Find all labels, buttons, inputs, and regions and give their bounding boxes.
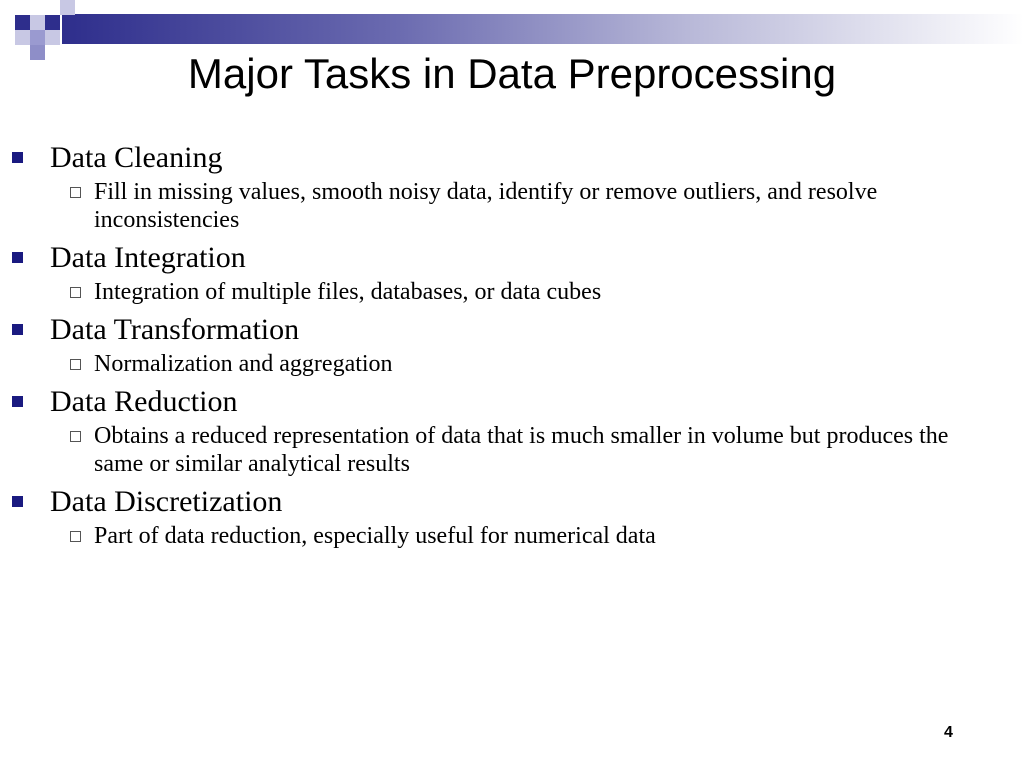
sub-item-text: Obtains a reduced representation of data that is much smaller in volume but produces the same or similar analytical results (94, 423, 949, 477)
item-label: Data Integration (50, 241, 246, 274)
deco-square (45, 30, 60, 45)
hollow-square-bullet-icon (70, 287, 81, 298)
deco-square (60, 0, 75, 15)
deco-square (15, 15, 30, 30)
square-bullet-icon (12, 252, 23, 263)
square-bullet-icon (12, 324, 23, 335)
square-bullet-icon (12, 496, 23, 507)
hollow-square-bullet-icon (70, 359, 81, 370)
list-item (12, 384, 1002, 478)
item-label: Data Discretization (50, 485, 283, 518)
deco-square (45, 15, 60, 30)
sub-item (50, 350, 1002, 378)
sub-item-text: Integration of multiple files, databases, or data cubes (94, 279, 602, 305)
sub-item-text: Fill in missing values, smooth noisy data, identify or remove outliers, and resolve inconsistencies (94, 179, 878, 233)
deco-square (30, 15, 45, 30)
list-item (12, 140, 1002, 234)
item-label: Data Cleaning (50, 141, 223, 174)
deco-square (15, 30, 30, 45)
sub-item (50, 522, 1002, 550)
page-number: 4 (944, 724, 953, 741)
list-item (12, 484, 1002, 550)
item-label: Data Transformation (50, 313, 300, 346)
deco-square (30, 30, 45, 45)
header-gradient-bar (62, 14, 1024, 44)
list-item (12, 240, 1002, 306)
list-item (12, 312, 1002, 378)
sub-item (50, 178, 1002, 234)
square-bullet-icon (12, 396, 23, 407)
square-bullet-icon (12, 152, 23, 163)
sub-item-text: Part of data reduction, especially useful for numerical data (94, 523, 656, 549)
hollow-square-bullet-icon (70, 431, 81, 442)
item-label: Data Reduction (50, 385, 238, 418)
bullet-list (12, 140, 1002, 556)
hollow-square-bullet-icon (70, 531, 81, 542)
sub-item (50, 278, 1002, 306)
hollow-square-bullet-icon (70, 187, 81, 198)
sub-item (50, 422, 1002, 478)
sub-item-text: Normalization and aggregation (94, 351, 393, 377)
slide-title: Major Tasks in Data Preprocessing (187, 50, 837, 97)
